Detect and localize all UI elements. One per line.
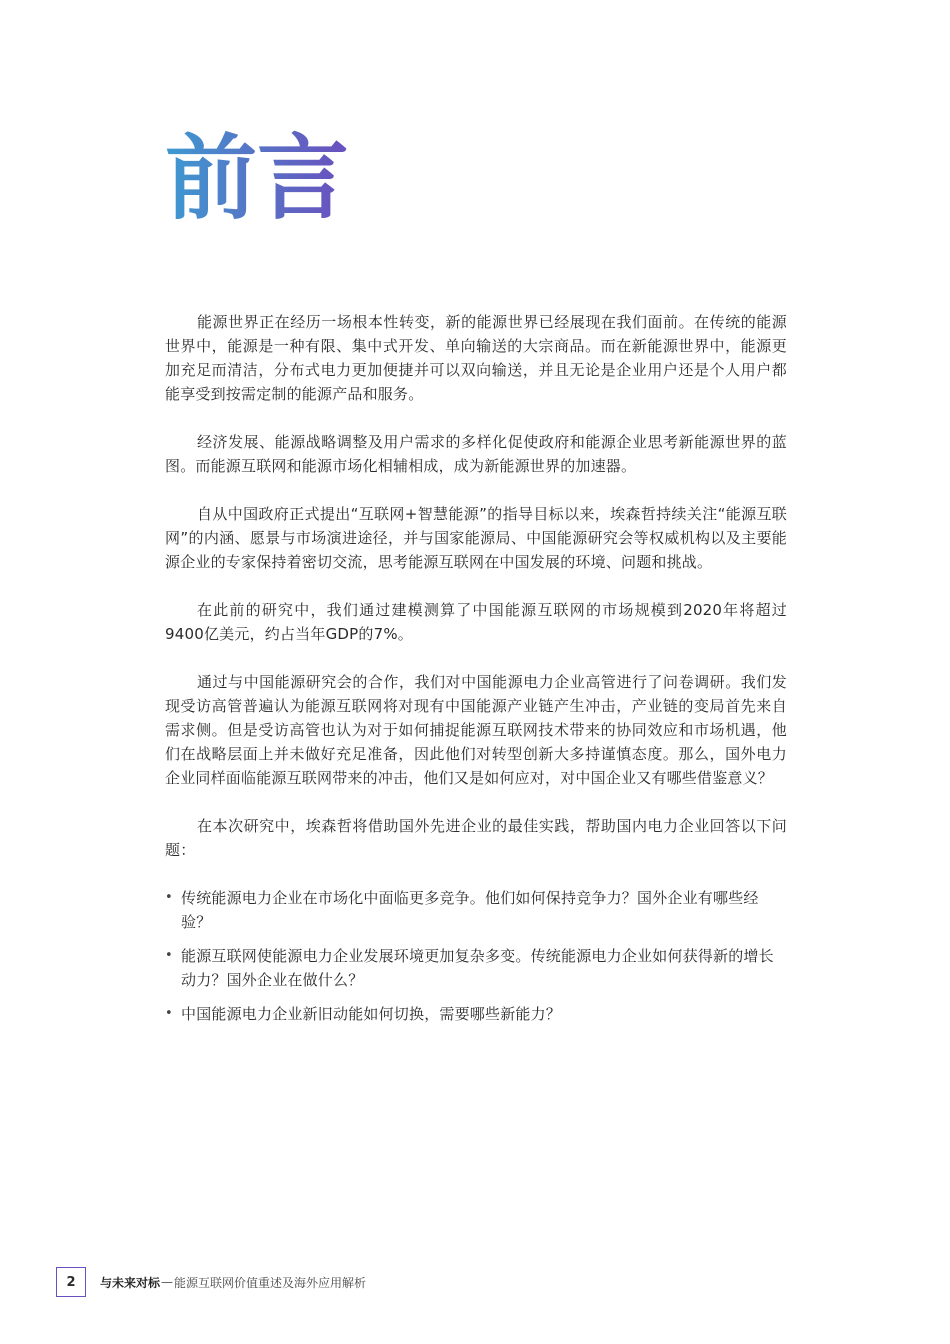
- list-item-text: 传统能源电力企业在市场化中面临更多竞争。他们如何保持竞争力？国外企业有哪些经验？: [181, 889, 759, 931]
- page-footer: [56, 1266, 366, 1298]
- bullet-icon: •: [165, 948, 173, 963]
- list-item: [165, 1002, 787, 1026]
- bullet-icon: •: [165, 890, 173, 905]
- list-item-text: 能源互联网使能源电力企业发展环境更加复杂多变。传统能源电力企业如何获得新的增长动力？国外企业在做什么？: [181, 947, 774, 989]
- paragraph: 在本次研究中，埃森哲将借助国外先进企业的最佳实践，帮助国内电力企业回答以下问题：: [165, 817, 787, 859]
- paragraph: 经济发展、能源战略调整及用户需求的多样化促使政府和能源企业思考新能源世界的蓝图。而能源互联网和能源市场化相辅相成，成为新能源世界的加速器。: [165, 433, 787, 475]
- list-item-text: 中国能源电力企业新旧动能如何切换，需要哪些新能力？: [181, 1005, 562, 1023]
- page-title: 前言: [165, 125, 350, 232]
- paragraph: 在此前的研究中，我们通过建模测算了中国能源互联网的市场规模到2020年将超过9400亿美元，约占当年GDP的7%。: [165, 601, 787, 643]
- body-text: [165, 310, 787, 1036]
- report-subtitle: 能源互联网价值重述及海外应用解析: [174, 1275, 367, 1290]
- list-item: [165, 944, 787, 992]
- paragraph: 自从中国政府正式提出“互联网+智慧能源”的指导目标以来，埃森哲持续关注“能源互联网”的内涵、愿景与市场演进途径，并与国家能源局、中国能源研究会等权威机构以及主要能源企业的专家保持着密切交流，思考能源互联网在中国发展的环境、问题和挑战。: [165, 505, 787, 571]
- list-item: [165, 886, 787, 934]
- page-number: 2: [56, 1267, 86, 1297]
- footer-separator: —: [161, 1275, 174, 1289]
- paragraph: 能源世界正在经历一场根本性转变，新的能源世界已经展现在我们面前。在传统的能源世界中，能源是一种有限、集中式开发、单向输送的大宗商品。而在新能源世界中，能源更加充足而清洁，分布式电力更加便捷并可以双向输送，并且无论是企业用户还是个人用户都能享受到按需定制的能源产品和服务。: [165, 313, 787, 403]
- report-name: 与未来对标: [100, 1275, 161, 1290]
- paragraph: 通过与中国能源研究会的合作，我们对中国能源电力企业高管进行了问卷调研。我们发现受访高管普遍认为能源互联网将对现有中国能源产业链产生冲击，产业链的变局首先来自需求侧。但是受访高管也认为对于如何捕捉能源互联网技术带来的协同效应和市场机遇，他们在战略层面上并未做好充足准备，因此他们对转型创新大多持谨慎态度。那么，国外电力企业同样面临能源互联网带来的冲击，他们又是如何应对，对中国企业又有哪些借鉴意义？: [165, 673, 787, 787]
- question-list: [165, 886, 787, 1026]
- bullet-icon: •: [165, 1006, 173, 1021]
